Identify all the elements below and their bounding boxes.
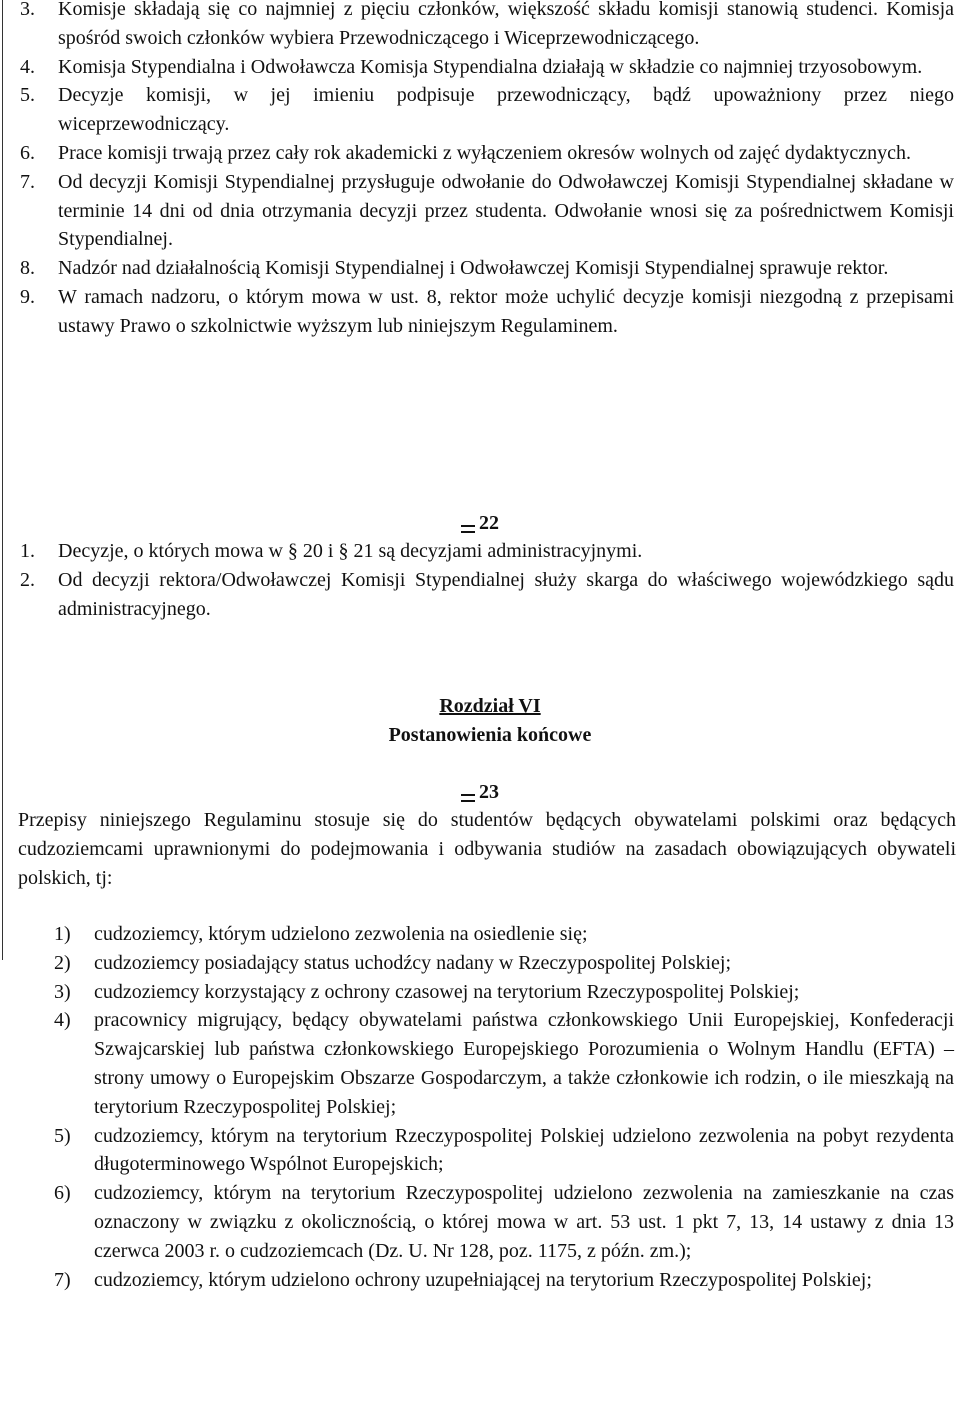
- item-number: 4): [54, 1009, 71, 1032]
- chapter-subtitle: Postanowienia końcowe: [388, 723, 592, 746]
- item-number: 1.: [20, 540, 35, 562]
- item-text: Decyzje, o których mowa w § 20 i § 21 są decyzjami administracyjnymi.: [58, 540, 643, 562]
- item-number: 7): [54, 1268, 71, 1291]
- item-text: Od decyzji Komisji Stypendialnej przysługuje odwołanie do Odwoławczej Komisji Stypendialnej składane w terminie 14 dni od dnia otrzymania decyzji przez studenta. Odwołanie wnosi się za pośrednictwem Komisji Stypendialnej.: [58, 170, 954, 251]
- list-item: [20, 53, 954, 82]
- commission-rules-list: [20, 0, 954, 341]
- item-text: cudzoziemcy korzystający z ochrony czasowej na terytorium Rzeczypospolitej Polskiej;: [94, 980, 800, 1003]
- item-number: 9.: [20, 285, 35, 308]
- item-number: 3.: [20, 0, 35, 20]
- list-item: [20, 254, 954, 283]
- item-number: 2): [54, 951, 71, 974]
- item-text: cudzoziemcy, którym na terytorium Rzeczypospolitej Polskiej udzielono zezwolenia na pobyt rezydenta długoterminowego Wspólnot Europejskich;: [94, 1124, 954, 1176]
- section-sign: [461, 509, 499, 538]
- item-number: 8.: [20, 257, 35, 280]
- section-23-heading: [0, 778, 960, 807]
- item-text: cudzoziemcy, którym udzielono ochrony uzupełniającej na terytorium Rzeczypospolitej Polskiej;: [94, 1268, 872, 1291]
- list-item: [20, 566, 954, 624]
- item-text: cudzoziemcy, którym na terytorium Rzeczypospolitej udzielono zezwolenia na zamieszkanie na czas oznaczony w związku z okolicznością, o której mowa w art. 53 ust. 1 pkt 7, 13, 14 ustawy z dnia 13 czerwca 2003 r. o cudzoziemcach (Dz. U. Nr 128, poz. 1175, z późn. zm.);: [94, 1182, 954, 1262]
- item-number: 5.: [20, 84, 35, 107]
- list-item: [54, 978, 954, 1007]
- margin-rule: [2, 0, 3, 960]
- section-23-intro: Przepisy niniejszego Regulaminu stosuje się do studentów będących obywatelami polskimi oraz będących cudzoziemcami uprawnionymi do podejmowania i odbywania studiów na zasadach obowiązujących obywateli polskich, tj:: [18, 809, 956, 889]
- item-text: pracownicy migrujący, będący obywatelami państwa członkowskiego Unii Europejskiej, Konfederacji Szwajcarskiej lub państwa członkowskiego Europejskiego Porozumienia o Wolnym Handlu (EFTA) – strony umowy o Europejskim Obszarze Gospodarczym, a także członkowie ich rodzin, o ile mieszkają na terytorium Rzeczypospolitej Polskiej;: [94, 1009, 954, 1118]
- chapter-heading: [0, 692, 960, 750]
- list-item: [20, 139, 954, 168]
- section-22-list: [20, 537, 954, 623]
- list-item: [20, 81, 954, 139]
- item-text: Komisja Stypendialna i Odwoławcza Komisja Stypendialna działają w składzie co najmniej trzyosobowym.: [58, 55, 923, 78]
- item-number: 3): [54, 980, 71, 1003]
- item-number: 6): [54, 1182, 71, 1205]
- section-23-list: [54, 920, 954, 1294]
- section-22-heading: [0, 509, 960, 538]
- list-item: [20, 537, 954, 566]
- section-number: 22: [479, 512, 499, 534]
- item-text: cudzoziemcy, którym udzielono zezwolenia na osiedlenie się;: [94, 923, 588, 945]
- list-item: [54, 949, 954, 978]
- section-number: 23: [479, 781, 499, 803]
- item-number: 4.: [20, 55, 35, 78]
- list-item: [54, 1179, 954, 1265]
- list-item: [20, 0, 954, 53]
- section-sign: [461, 778, 499, 807]
- list-item: [54, 920, 954, 949]
- list-item: [54, 1122, 954, 1180]
- chapter-title: Rozdział VI: [439, 695, 541, 717]
- item-text: Od decyzji rektora/Odwoławczej Komisji Stypendialnej służy skarga do właściwego wojewódzkiego sądu administracyjnego.: [58, 568, 954, 620]
- item-text: Prace komisji trwają przez cały rok akademicki z wyłączeniem okresów wolnych od zajęć dydaktycznych.: [58, 141, 911, 164]
- item-number: 1): [54, 923, 71, 945]
- item-text: Decyzje komisji, w jej imieniu podpisuje przewodniczący, bądź upoważniony przez niego wiceprzewodniczący.: [58, 84, 954, 136]
- list-item: [20, 168, 954, 254]
- item-number: 2.: [20, 568, 35, 591]
- item-number: 5): [54, 1124, 71, 1147]
- list-item: [54, 1006, 954, 1121]
- list-item: [20, 283, 954, 341]
- item-number: 7.: [20, 170, 35, 193]
- item-text: Nadzór nad działalnością Komisji Stypendialnej i Odwoławczej Komisji Stypendialnej sprawuje rektor.: [58, 257, 889, 280]
- item-text: cudzoziemcy posiadający status uchodźcy nadany w Rzeczypospolitej Polskiej;: [94, 951, 732, 974]
- item-text: W ramach nadzoru, o którym mowa w ust. 8, rektor może uchylić decyzje komisji niezgodną z przepisami ustawy Prawo o szkolnictwie wyższym lub niniejszym Regulaminem.: [58, 285, 954, 337]
- list-item: [54, 1266, 954, 1295]
- item-text: Komisje składają się co najmniej z pięciu członków, większość składu komisji stanowią studenci. Komisja spośród swoich członków wybiera Przewodniczącego i Wiceprzewodniczącego.: [58, 0, 954, 49]
- item-number: 6.: [20, 141, 35, 164]
